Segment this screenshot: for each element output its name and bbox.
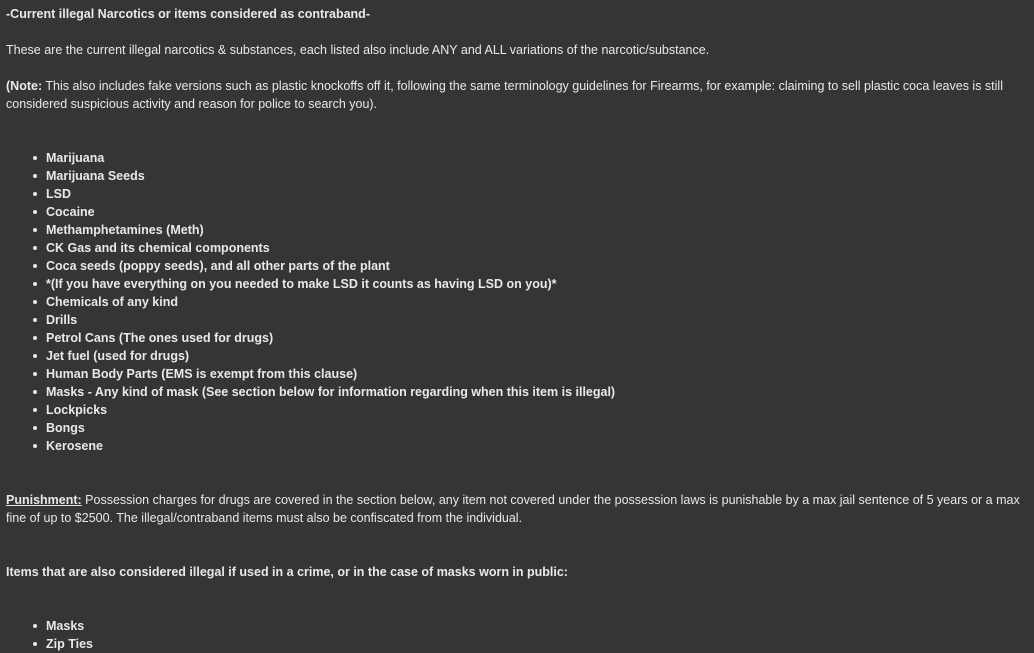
spacer	[6, 581, 1026, 617]
list-item: Jet fuel (used for drugs)	[46, 347, 1026, 365]
list-item: Coca seeds (poppy seeds), and all other parts of the plant	[46, 257, 1026, 275]
list-item: Marijuana	[46, 149, 1026, 167]
list-item: Masks	[46, 617, 1026, 635]
spacer	[6, 455, 1026, 491]
list-item: Lockpicks	[46, 401, 1026, 419]
spacer	[6, 23, 1026, 41]
list-item: CK Gas and its chemical components	[46, 239, 1026, 257]
crime-items-heading: Items that are also considered illegal if used in a crime, or in the case of masks worn in public:	[6, 565, 568, 579]
note-label: Note:	[10, 79, 43, 93]
list-item: LSD	[46, 185, 1026, 203]
contraband-list	[6, 149, 1026, 455]
list-item: Kerosene	[46, 437, 1026, 455]
note-open-paren: (	[6, 79, 11, 93]
list-item: Cocaine	[46, 203, 1026, 221]
list-item: Marijuana Seeds	[46, 167, 1026, 185]
spacer	[6, 527, 1026, 563]
list-item: Human Body Parts (EMS is exempt from this clause)	[46, 365, 1026, 383]
intro-paragraph: These are the current illegal narcotics & substances, each listed also include ANY and ALL variations of the narcotic/substance.	[6, 43, 710, 57]
spacer	[6, 113, 1026, 149]
list-item: Bongs	[46, 419, 1026, 437]
list-item: Petrol Cans (The ones used for drugs)	[46, 329, 1026, 347]
list-item: Masks - Any kind of mask (See section below for information regarding when this item is illegal)	[46, 383, 1026, 401]
punishment-text: Possession charges for drugs are covered in the section below, any item not covered under the possession laws is punishable by a max jail sentence of 5 years or a max fine of up to $2500. The illegal/contraband items must also be confiscated from the individual.	[6, 493, 1020, 525]
note-paragraph	[6, 77, 1026, 113]
punishment-label: Punishment:	[6, 493, 82, 507]
note-text: This also includes fake versions such as plastic knockoffs off it, following the same terminology guidelines for Firearms, for example: claiming to sell plastic coca leaves is still considered suspicious activity and reason for police to search you).	[6, 79, 1003, 111]
list-item: Drills	[46, 311, 1026, 329]
list-item: Zip Ties	[46, 635, 1026, 653]
list-item: Methamphetamines (Meth)	[46, 221, 1026, 239]
spacer	[6, 59, 1026, 77]
list-item: Chemicals of any kind	[46, 293, 1026, 311]
punishment-paragraph	[6, 491, 1026, 527]
section-heading: -Current illegal Narcotics or items considered as contraband-	[6, 7, 370, 21]
list-item: *(If you have everything on you needed to make LSD it counts as having LSD on you)*	[46, 275, 1026, 293]
crime-items-list	[6, 617, 1026, 653]
